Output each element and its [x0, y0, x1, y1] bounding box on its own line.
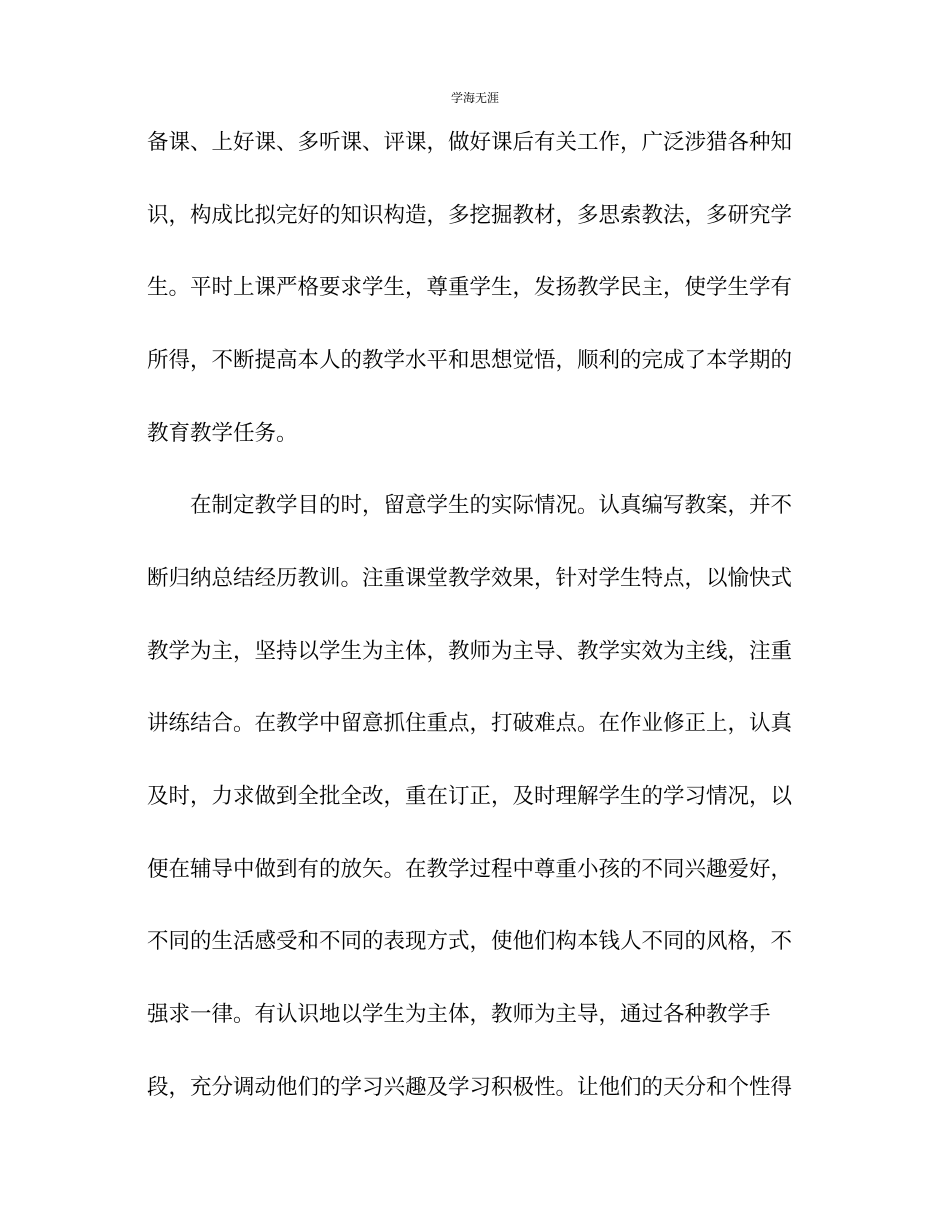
- text-line: 不同的生活感受和不同的表现方式，使他们构本钱人不同的风格，不: [147, 929, 793, 954]
- text-line: 备课、上好课、多听课、评课，做好课后有关工作，广泛涉猎各种知: [147, 130, 793, 155]
- text-line: 便在辅导中做到有的放矢。在教学过程中尊重小孩的不同兴趣爱好，: [147, 857, 793, 882]
- text-line: 生。平时上课严格要求学生，尊重学生，发扬教学民主，使学生学有: [147, 275, 793, 300]
- text-line: 在制定教学目的时，留意学生的实际情况。认真编写教案，并不: [190, 493, 793, 518]
- text-line: 教育教学任务。: [147, 421, 298, 446]
- page-header: 学海无涯: [450, 91, 499, 105]
- text-line: 讲练结合。在教学中留意抓住重点，打破难点。在作业修正上，认真: [147, 711, 793, 736]
- text-line: 段，充分调动他们的学习兴趣及学习积极性。让他们的天分和个性得: [147, 1075, 793, 1100]
- text-line: 识，构成比拟完好的知识构造，多挖掘教材，多思索教法，多研究学: [147, 203, 793, 228]
- text-line: 强求一律。有认识地以学生为主体，教师为主导，通过各种教学手: [147, 1002, 771, 1027]
- text-line: 断归纳总结经历教训。注重课堂教学效果，针对学生特点，以愉快式: [147, 566, 793, 591]
- text-line: 所得，不断提高本人的教学水平和思想觉悟，顺利的完成了本学期的: [147, 348, 793, 373]
- text-line: 教学为主，坚持以学生为主体，教师为主导、教学实效为主线，注重: [147, 639, 793, 664]
- text-line: 及时，力求做到全批全改，重在订正，及时理解学生的学习情况，以: [147, 784, 793, 809]
